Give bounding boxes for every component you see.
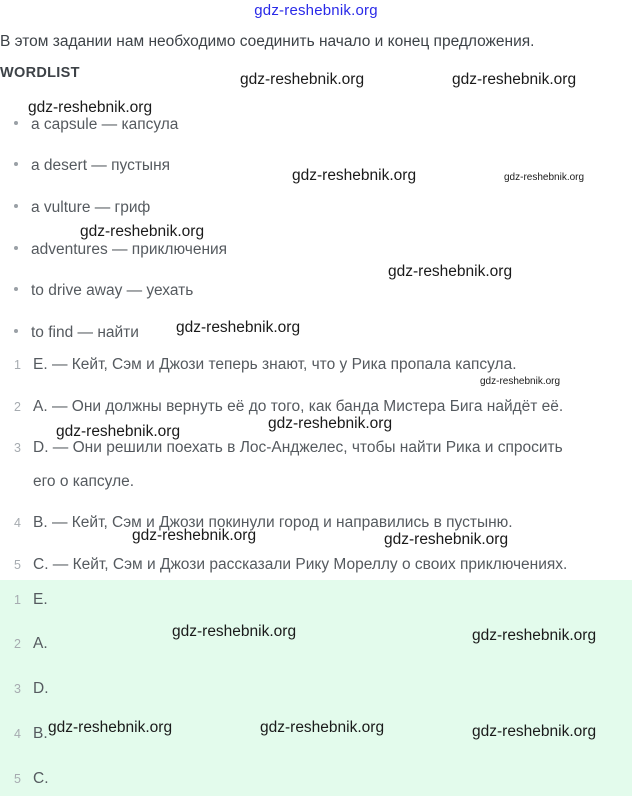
watermark: gdz-reshebnik.org: [472, 627, 597, 644]
answer-row: 2 A.: [14, 635, 48, 652]
bullet-icon: [14, 246, 18, 250]
watermark: gdz-reshebnik.org: [172, 623, 297, 640]
watermark: gdz-reshebnik.org: [504, 172, 585, 183]
sentence-row: 4 B. — Кейт, Сэм и Джози покинули город и направились в пустыню.: [14, 514, 513, 531]
wordlist-item: a capsule — капсула: [14, 116, 178, 134]
watermark: gdz-reshebnik.org: [80, 223, 205, 240]
watermark: gdz-reshebnik.org: [56, 423, 181, 440]
watermark: gdz-reshebnik.org: [268, 415, 393, 432]
watermark: gdz-reshebnik.org: [260, 719, 385, 736]
sentence-row: 2 A. — Они должны вернуть её до того, как банда Мистера Бига найдёт её.: [14, 398, 564, 415]
wordlist-title: WORDLIST: [0, 65, 80, 81]
sentence-row: 1 E. — Кейт, Сэм и Джози теперь знают, что у Рика пропала капсула.: [14, 356, 517, 373]
watermark: gdz-reshebnik.org: [176, 319, 301, 336]
header-watermark: gdz-reshebnik.org: [254, 2, 378, 19]
watermark: gdz-reshebnik.org: [240, 71, 365, 88]
watermark: gdz-reshebnik.org: [472, 723, 597, 740]
watermark: gdz-reshebnik.org: [388, 263, 513, 280]
bullet-icon: [14, 329, 18, 333]
wordlist-item: to find — найти: [14, 324, 139, 342]
sentence-row: 5 C. — Кейт, Сэм и Джози рассказали Рику Мореллу о своих приключениях.: [14, 556, 568, 573]
wordlist-item: a desert — пустыня: [14, 157, 170, 175]
intro-text: В этом задании нам необходимо соединить начало и конец предложения.: [0, 33, 535, 50]
bullet-icon: [14, 287, 18, 291]
answer-row: 5 C.: [14, 770, 49, 787]
sentence-row: 3 D. — Они решили поехать в Лос-Анджелес, чтобы найти Рика и спросить: [14, 439, 563, 456]
sentence-continuation: его о капсуле.: [33, 473, 135, 490]
bullet-icon: [14, 162, 18, 166]
bullet-icon: [14, 204, 18, 208]
watermark: gdz-reshebnik.org: [48, 719, 173, 736]
watermark: gdz-reshebnik.org: [28, 99, 153, 116]
bullet-icon: [14, 121, 18, 125]
wordlist-item: a vulture — гриф: [14, 199, 150, 217]
answer-row: 1 E.: [14, 591, 48, 608]
watermark: gdz-reshebnik.org: [132, 527, 257, 544]
answer-row: 3 D.: [14, 680, 49, 697]
watermark: gdz-reshebnik.org: [452, 71, 577, 88]
watermark: gdz-reshebnik.org: [292, 167, 417, 184]
watermark: gdz-reshebnik.org: [384, 531, 509, 548]
wordlist-item: to drive away — уехать: [14, 282, 193, 300]
answer-panel: [0, 580, 632, 796]
watermark: gdz-reshebnik.org: [480, 376, 561, 387]
answer-row: 4 B.: [14, 725, 48, 742]
wordlist-item: adventures — приключения: [14, 241, 227, 259]
